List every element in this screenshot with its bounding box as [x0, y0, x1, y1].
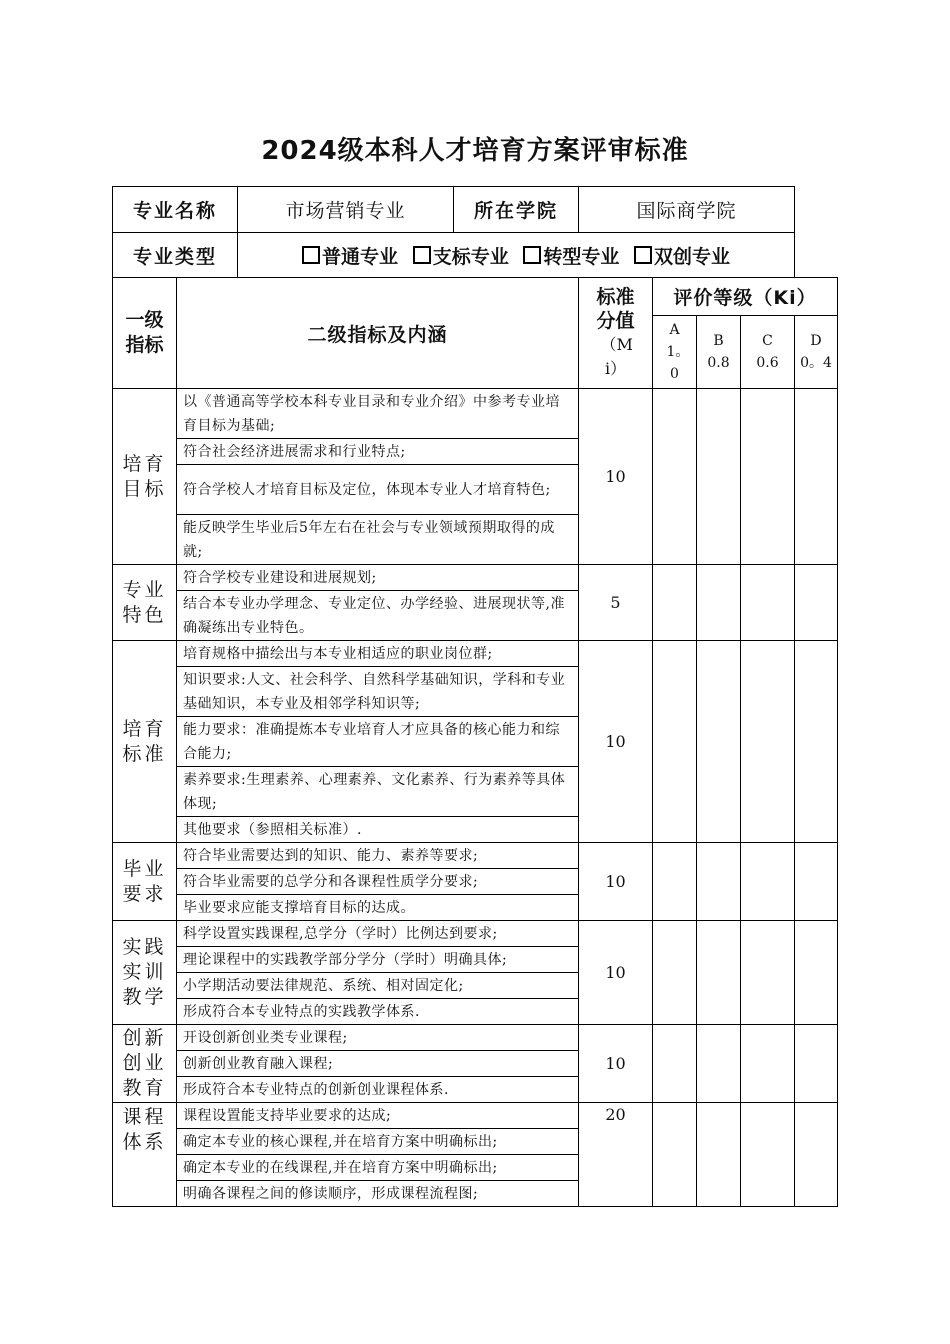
major-name-label: 专业名称	[113, 187, 238, 233]
criterion-item: 确定本专业的在线课程,并在培育方案中明确标出;	[177, 1155, 579, 1181]
checkbox-icon[interactable]	[634, 246, 652, 264]
type-option-general[interactable]: 普通专业	[302, 246, 398, 268]
section-score: 10	[579, 843, 653, 921]
grade-cell-c[interactable]	[741, 1103, 795, 1207]
section-score: 10	[579, 641, 653, 843]
major-type-label: 专业类型	[113, 233, 238, 278]
grade-cell-b[interactable]	[697, 565, 741, 641]
criterion-item: 明确各课程之间的修读顺序，形成课程流程图;	[177, 1181, 579, 1207]
grade-cell-d[interactable]	[795, 641, 838, 843]
criterion-item: 其他要求（参照相关标准）.	[177, 817, 579, 843]
section-name: 创新创业教育	[113, 1025, 177, 1103]
grade-cell-a[interactable]	[653, 641, 697, 843]
section-name: 培育标准	[113, 641, 177, 843]
major-type-options	[238, 233, 795, 278]
criterion-item: 确定本专业的核心课程,并在培育方案中明确标出;	[177, 1129, 579, 1155]
grade-cell-a[interactable]	[653, 389, 697, 565]
grade-cell-d[interactable]	[795, 389, 838, 565]
section-name: 课程体系	[113, 1103, 177, 1207]
criterion-item: 小学期活动要法律规范、系统、相对固定化;	[177, 973, 579, 999]
section-name: 毕业要求	[113, 843, 177, 921]
grade-cell-b[interactable]	[697, 921, 741, 1025]
criterion-item: 培育规格中描绘出与本专业相适应的职业岗位群;	[177, 641, 579, 667]
header-row-1	[113, 278, 838, 316]
criterion-item: 课程设置能支持毕业要求的达成;	[177, 1103, 579, 1129]
grade-cell-b[interactable]	[697, 389, 741, 565]
grade-d: D 0。4	[795, 316, 838, 389]
grade-cell-b[interactable]	[697, 1025, 741, 1103]
page-title: 2024级本科人才培育方案评审标准	[261, 136, 689, 166]
criterion-item: 科学设置实践课程,总学分（学时）比例达到要求;	[177, 921, 579, 947]
checkbox-icon[interactable]	[302, 246, 320, 264]
criterion-item: 创新创业教育融入课程;	[177, 1051, 579, 1077]
grade-cell-b[interactable]	[697, 843, 741, 921]
section-row	[113, 389, 838, 439]
evaluation-table	[112, 186, 838, 1207]
criterion-item: 形成符合本专业特点的实践教学体系.	[177, 999, 579, 1025]
header-level1: 一级指标	[113, 278, 177, 389]
section-row	[113, 641, 838, 667]
header-standard-score: 标准分值 （Mi）	[579, 278, 653, 389]
grade-cell-d[interactable]	[795, 1103, 838, 1207]
grade-cell-a[interactable]	[653, 1025, 697, 1103]
section-row	[113, 843, 838, 869]
grade-cell-c[interactable]	[741, 641, 795, 843]
grade-cell-a[interactable]	[653, 565, 697, 641]
section-score: 5	[579, 565, 653, 641]
section-score: 10	[579, 1025, 653, 1103]
criterion-item: 形成符合本专业特点的创新创业课程体系.	[177, 1077, 579, 1103]
criterion-item: 结合本专业办学理念、专业定位、办学经验、进展现状等,准确凝练出专业特色。	[177, 591, 579, 641]
grade-c: C 0.6	[741, 316, 795, 389]
grade-cell-a[interactable]	[653, 921, 697, 1025]
grade-cell-a[interactable]	[653, 1103, 697, 1207]
criterion-item: 开设创新创业类专业课程;	[177, 1025, 579, 1051]
section-name: 专业特色	[113, 565, 177, 641]
header-grade: 评价等级（Ki）	[653, 278, 838, 316]
section-row	[113, 1103, 838, 1129]
college-label: 所在学院	[454, 187, 579, 233]
section-score: 20	[579, 1103, 653, 1207]
criterion-item: 能反映学生毕业后5年左右在社会与专业领域预期取得的成就;	[177, 515, 579, 565]
grade-cell-d[interactable]	[795, 565, 838, 641]
grade-cell-c[interactable]	[741, 1025, 795, 1103]
type-option-innovation[interactable]: 双创专业	[634, 246, 730, 268]
grade-cell-b[interactable]	[697, 1103, 741, 1207]
checkbox-icon[interactable]	[523, 246, 541, 264]
criterion-item: 符合毕业需要达到的知识、能力、素养等要求;	[177, 843, 579, 869]
criterion-item: 以《普通高等学校本科专业目录和专业介绍》中参考专业培育目标为基础;	[177, 389, 579, 439]
grade-a: A 1。0	[653, 316, 697, 389]
criterion-item: 知识要求:人文、社会科学、自然科学基础知识，学科和专业基础知识，本专业及相邻学科知识等;	[177, 667, 579, 717]
major-name-value: 市场营销专业	[238, 187, 454, 233]
section-row	[113, 565, 838, 591]
criterion-item: 符合毕业需要的总学分和各课程性质学分要求;	[177, 869, 579, 895]
criterion-item: 能力要求：准确提炼本专业培育人才应具备的核心能力和综合能力;	[177, 717, 579, 767]
type-option-support[interactable]: 支标专业	[413, 246, 509, 268]
criterion-item: 毕业要求应能支撑培育目标的达成。	[177, 895, 579, 921]
section-name: 培育目标	[113, 389, 177, 565]
criterion-item: 素养要求:生理素养、心理素养、文化素养、行为素养等具体体现;	[177, 767, 579, 817]
section-score: 10	[579, 389, 653, 565]
criterion-item: 符合学校人才培育目标及定位，体现本专业人才培育特色;	[177, 465, 579, 515]
info-row	[113, 187, 838, 233]
section-name: 实践实训教学	[113, 921, 177, 1025]
grade-cell-c[interactable]	[741, 565, 795, 641]
section-row	[113, 1025, 838, 1051]
section-row	[113, 921, 838, 947]
grade-cell-a[interactable]	[653, 843, 697, 921]
type-option-transform[interactable]: 转型专业	[523, 246, 619, 268]
grade-cell-c[interactable]	[741, 843, 795, 921]
criterion-item: 理论课程中的实践教学部分学分（学时）明确具体;	[177, 947, 579, 973]
header-level2: 二级指标及内涵	[177, 278, 579, 389]
grade-cell-d[interactable]	[795, 843, 838, 921]
type-row	[113, 233, 838, 278]
grade-cell-c[interactable]	[741, 921, 795, 1025]
checkbox-icon[interactable]	[413, 246, 431, 264]
grade-cell-c[interactable]	[741, 389, 795, 565]
grade-cell-b[interactable]	[697, 641, 741, 843]
criterion-item: 符合社会经济进展需求和行业特点;	[177, 439, 579, 465]
college-value: 国际商学院	[579, 187, 795, 233]
grade-b: B 0.8	[697, 316, 741, 389]
criterion-item: 符合学校专业建设和进展规划;	[177, 565, 579, 591]
grade-cell-d[interactable]	[795, 1025, 838, 1103]
grade-cell-d[interactable]	[795, 921, 838, 1025]
section-score: 10	[579, 921, 653, 1025]
